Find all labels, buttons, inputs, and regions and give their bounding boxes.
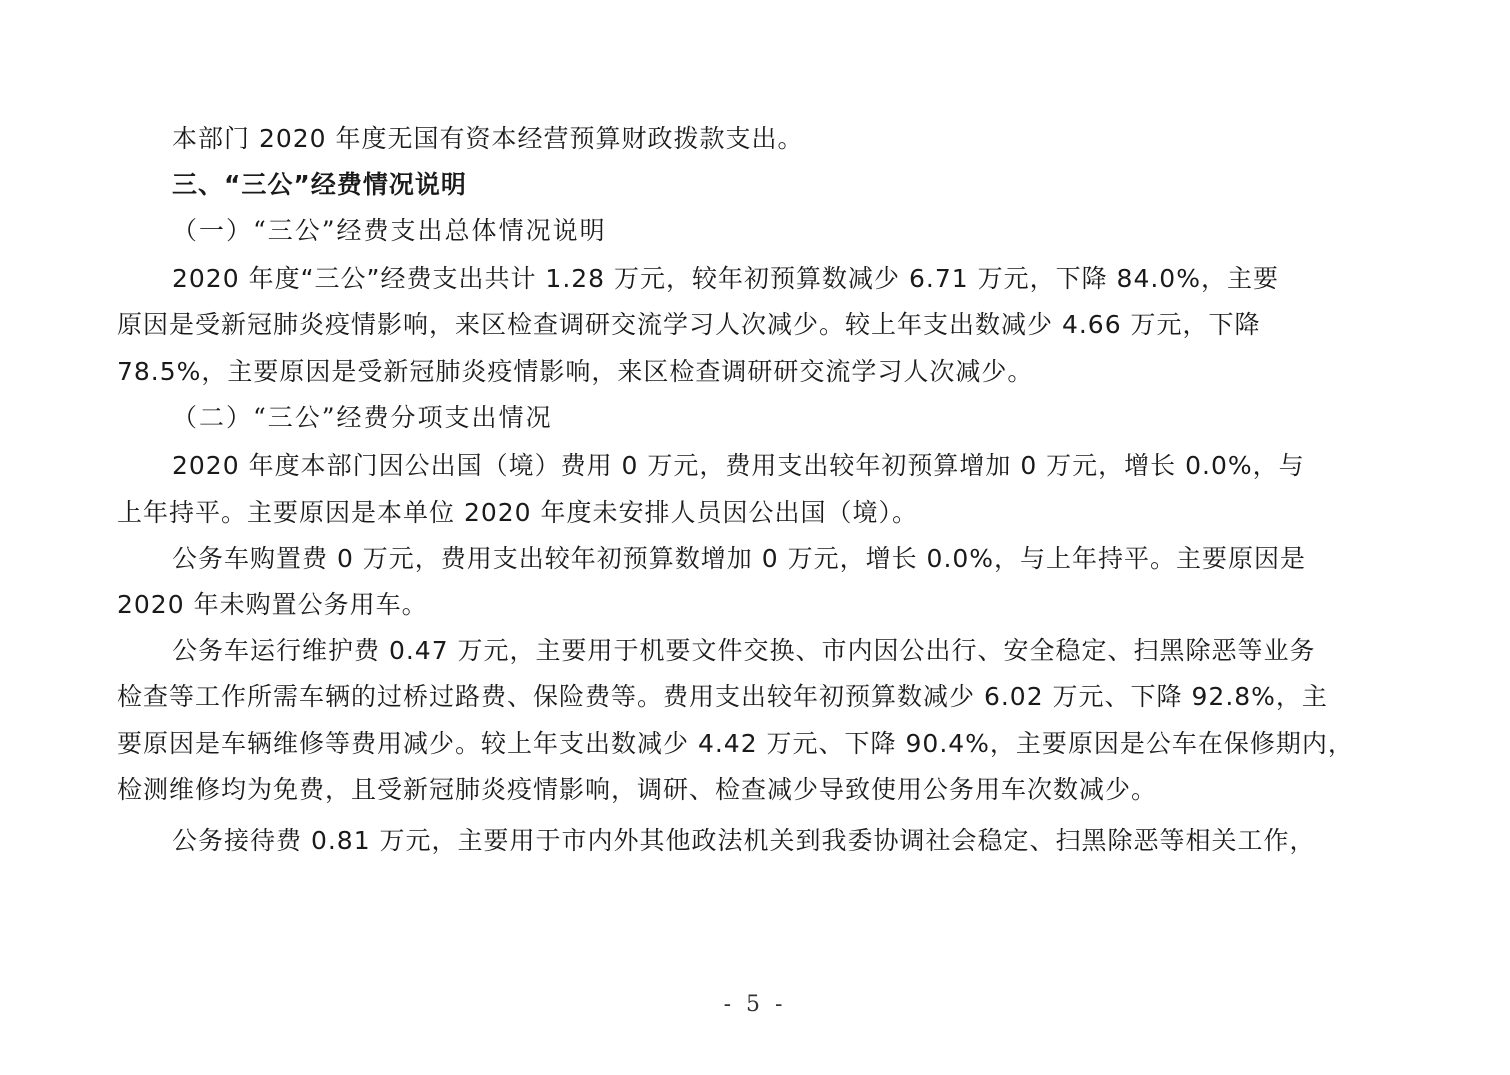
paragraph-line: 2020 年度“三公”经费支出共计 1.28 万元，较年初预算数减少 6.71 万元，下降 84.0%，主要 bbox=[172, 264, 1279, 293]
paragraph-line: 公务车运行维护费 0.47 万元，主要用于机要文件交换、市内因公出行、安全稳定、扫黑除恶等业务 bbox=[172, 636, 1316, 665]
paragraph-line: 公务接待费 0.81 万元，主要用于市内外其他政法机关到我委协调社会稳定、扫黑除恶等相关工作， bbox=[172, 826, 1316, 855]
section-heading: 三、“三公”经费情况说明 bbox=[172, 170, 467, 199]
paragraph-line: 78.5%，主要原因是受新冠肺炎疫情影响，来区检查调研研交流学习人次减少。 bbox=[117, 357, 1034, 386]
paragraph-line: 检测维修均为免费，且受新冠肺炎疫情影响，调研、检查减少导致使用公务用车次数减少。 bbox=[117, 775, 1158, 804]
subsection-heading: （二）“三公”经费分项支出情况 bbox=[172, 403, 553, 432]
paragraph-line: 要原因是车辆维修等费用减少。较上年支出数减少 4.42 万元、下降 90.4%，主要原因是公车在保修期内， bbox=[117, 729, 1354, 758]
page-number: - 5 - bbox=[723, 992, 787, 1017]
paragraph-line: 本部门 2020 年度无国有资本经营预算财政拨款支出。 bbox=[172, 124, 804, 153]
paragraph-line: 2020 年未购置公务用车。 bbox=[117, 590, 428, 619]
paragraph-line: 上年持平。主要原因是本单位 2020 年度未安排人员因公出国（境）。 bbox=[117, 498, 919, 527]
paragraph-line: 2020 年度本部门因公出国（境）费用 0 万元，费用支出较年初预算增加 0 万元，增长 0.0%，与 bbox=[172, 451, 1305, 480]
paragraph-line: 原因是受新冠肺炎疫情影响，来区检查调研交流学习人次减少。较上年支出数减少 4.66 万元，下降 bbox=[117, 310, 1261, 339]
paragraph-line: 公务车购置费 0 万元，费用支出较年初预算数增加 0 万元，增长 0.0%，与上年持平。主要原因是 bbox=[172, 544, 1307, 573]
paragraph-line: 检查等工作所需车辆的过桥过路费、保险费等。费用支出较年初预算数减少 6.02 万元、下降 92.8%，主 bbox=[117, 682, 1328, 711]
subsection-heading: （一）“三公”经费支出总体情况说明 bbox=[172, 216, 607, 245]
